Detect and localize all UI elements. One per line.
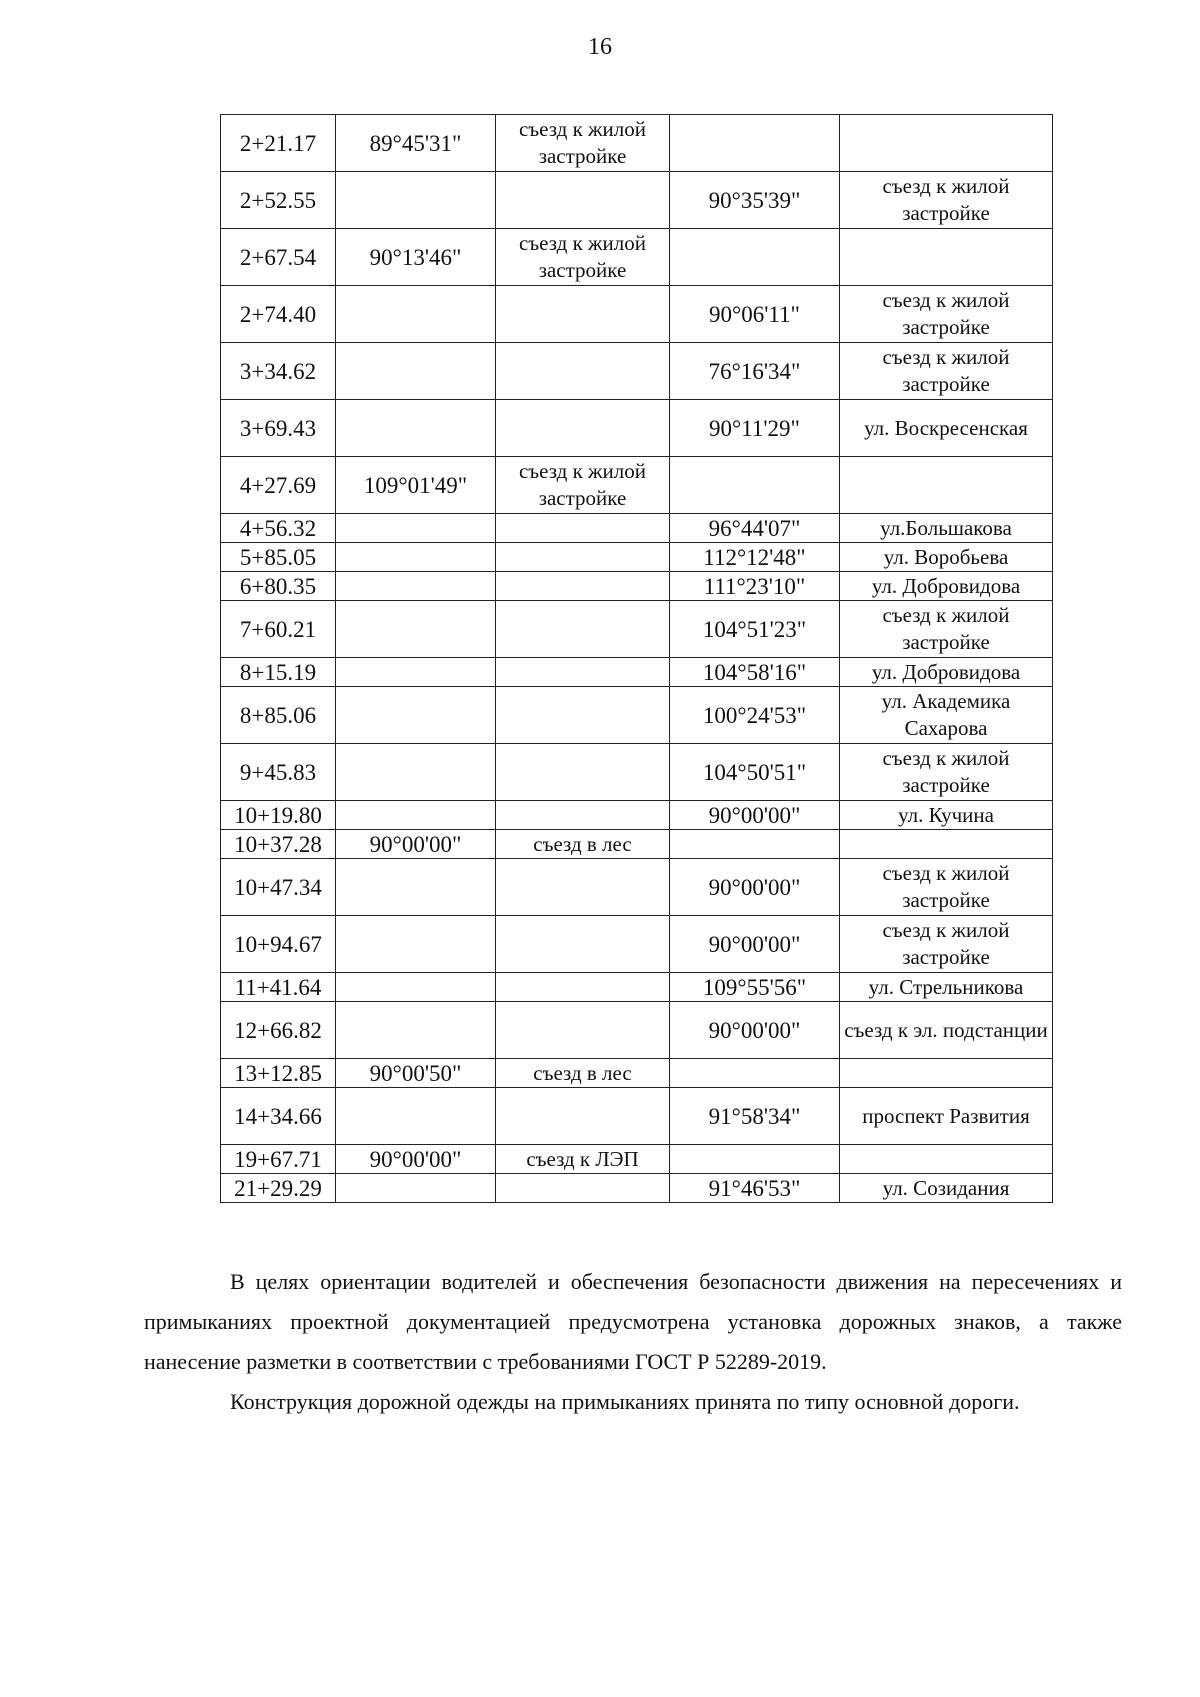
table-row bbox=[221, 115, 1053, 172]
left-angle-cell bbox=[336, 916, 496, 973]
junctions-table bbox=[220, 114, 1053, 1203]
table-row bbox=[221, 286, 1053, 343]
right-angle-cell: 90°06'11" bbox=[670, 286, 840, 343]
right-angle-cell bbox=[670, 115, 840, 172]
right-description-cell: ул.Большакова bbox=[840, 514, 1053, 543]
right-angle-cell: 112°12'48" bbox=[670, 543, 840, 572]
picket-cell: 8+15.19 bbox=[221, 658, 336, 687]
picket-cell: 4+27.69 bbox=[221, 457, 336, 514]
table-row bbox=[221, 172, 1053, 229]
left-angle-cell: 90°00'50" bbox=[336, 1059, 496, 1088]
picket-cell: 2+52.55 bbox=[221, 172, 336, 229]
right-angle-cell: 104°51'23" bbox=[670, 601, 840, 658]
picket-cell: 10+47.34 bbox=[221, 859, 336, 916]
left-angle-cell: 90°00'00" bbox=[336, 830, 496, 859]
right-description-cell: ул. Добровидова bbox=[840, 658, 1053, 687]
left-description-cell: съезд к жилой застройке bbox=[496, 229, 670, 286]
left-angle-cell bbox=[336, 543, 496, 572]
right-angle-cell: 104°50'51" bbox=[670, 744, 840, 801]
left-angle-cell bbox=[336, 801, 496, 830]
picket-cell: 19+67.71 bbox=[221, 1145, 336, 1174]
right-angle-cell: 100°24'53" bbox=[670, 687, 840, 744]
left-description-cell bbox=[496, 973, 670, 1002]
left-description-cell bbox=[496, 572, 670, 601]
table-row bbox=[221, 859, 1053, 916]
right-angle-cell: 90°00'00" bbox=[670, 801, 840, 830]
page-number: 16 bbox=[588, 34, 612, 60]
picket-cell: 2+21.17 bbox=[221, 115, 336, 172]
picket-cell: 13+12.85 bbox=[221, 1059, 336, 1088]
right-description-cell bbox=[840, 1145, 1053, 1174]
left-description-cell: съезд к жилой застройке bbox=[496, 457, 670, 514]
picket-cell: 11+41.64 bbox=[221, 973, 336, 1002]
left-description-cell bbox=[496, 687, 670, 744]
table-row bbox=[221, 687, 1053, 744]
right-angle-cell: 90°35'39" bbox=[670, 172, 840, 229]
left-description-cell bbox=[496, 801, 670, 830]
junctions-table-body bbox=[221, 115, 1053, 1203]
left-angle-cell bbox=[336, 514, 496, 543]
right-description-cell: ул. Стрельникова bbox=[840, 973, 1053, 1002]
right-description-cell: съезд к жилой застройке bbox=[840, 744, 1053, 801]
left-description-cell bbox=[496, 343, 670, 400]
left-description-cell: съезд в лес bbox=[496, 1059, 670, 1088]
left-description-cell bbox=[496, 859, 670, 916]
left-angle-cell bbox=[336, 400, 496, 457]
right-angle-cell: 90°00'00" bbox=[670, 859, 840, 916]
right-description-cell: съезд к жилой застройке bbox=[840, 286, 1053, 343]
table-row bbox=[221, 801, 1053, 830]
right-description-cell: ул. Добровидова bbox=[840, 572, 1053, 601]
right-description-cell bbox=[840, 830, 1053, 859]
table-row bbox=[221, 343, 1053, 400]
table-row bbox=[221, 543, 1053, 572]
right-description-cell bbox=[840, 457, 1053, 514]
right-angle-cell bbox=[670, 1145, 840, 1174]
right-description-cell: проспект Развития bbox=[840, 1088, 1053, 1145]
paragraph-pavement: Конструкция дорожной одежды на примыканиях принята по типу основной дороги. bbox=[230, 1389, 1020, 1414]
table-row bbox=[221, 229, 1053, 286]
picket-cell: 10+19.80 bbox=[221, 801, 336, 830]
picket-cell: 9+45.83 bbox=[221, 744, 336, 801]
picket-cell: 2+74.40 bbox=[221, 286, 336, 343]
left-description-cell bbox=[496, 1088, 670, 1145]
left-description-cell bbox=[496, 514, 670, 543]
right-angle-cell bbox=[670, 830, 840, 859]
left-description-cell bbox=[496, 543, 670, 572]
left-angle-cell bbox=[336, 687, 496, 744]
table-row bbox=[221, 1174, 1053, 1203]
right-angle-cell: 90°00'00" bbox=[670, 1002, 840, 1059]
right-angle-cell: 90°11'29" bbox=[670, 400, 840, 457]
picket-cell: 10+37.28 bbox=[221, 830, 336, 859]
right-angle-cell bbox=[670, 457, 840, 514]
picket-cell: 5+85.05 bbox=[221, 543, 336, 572]
picket-cell: 7+60.21 bbox=[221, 601, 336, 658]
left-angle-cell bbox=[336, 172, 496, 229]
right-angle-cell: 91°46'53" bbox=[670, 1174, 840, 1203]
left-description-cell bbox=[496, 400, 670, 457]
right-angle-cell: 111°23'10" bbox=[670, 572, 840, 601]
picket-cell: 4+56.32 bbox=[221, 514, 336, 543]
table-row bbox=[221, 744, 1053, 801]
table-row bbox=[221, 514, 1053, 543]
picket-cell: 21+29.29 bbox=[221, 1174, 336, 1203]
right-description-cell: ул. Созидания bbox=[840, 1174, 1053, 1203]
left-angle-cell bbox=[336, 1088, 496, 1145]
left-angle-cell bbox=[336, 658, 496, 687]
left-description-cell bbox=[496, 601, 670, 658]
table-row bbox=[221, 457, 1053, 514]
table-row bbox=[221, 572, 1053, 601]
table-row bbox=[221, 1002, 1053, 1059]
left-description-cell: съезд к ЛЭП bbox=[496, 1145, 670, 1174]
right-angle-cell: 76°16'34" bbox=[670, 343, 840, 400]
left-angle-cell: 109°01'49" bbox=[336, 457, 496, 514]
right-angle-cell: 104°58'16" bbox=[670, 658, 840, 687]
picket-cell: 6+80.35 bbox=[221, 572, 336, 601]
right-description-cell: съезд к жилой застройке bbox=[840, 172, 1053, 229]
left-angle-cell bbox=[336, 1002, 496, 1059]
picket-cell: 14+34.66 bbox=[221, 1088, 336, 1145]
right-description-cell bbox=[840, 229, 1053, 286]
left-description-cell bbox=[496, 658, 670, 687]
right-angle-cell: 109°55'56" bbox=[670, 973, 840, 1002]
left-angle-cell: 89°45'31" bbox=[336, 115, 496, 172]
right-description-cell: ул. Воскресенская bbox=[840, 400, 1053, 457]
left-description-cell bbox=[496, 1174, 670, 1203]
table-row bbox=[221, 973, 1053, 1002]
left-angle-cell bbox=[336, 859, 496, 916]
picket-cell: 2+67.54 bbox=[221, 229, 336, 286]
left-angle-cell bbox=[336, 286, 496, 343]
paragraph-road-signs: В целях ориентации водителей и обеспечения безопасности движения на пересечениях и примыканиях проектной документацией предусмотрена установка дорожных знаков, а также нанесение разметки в соответствии с требованиями ГОСТ Р 52289-2019. bbox=[144, 1269, 1122, 1374]
right-angle-cell: 96°44'07" bbox=[670, 514, 840, 543]
left-description-cell bbox=[496, 1002, 670, 1059]
table-row bbox=[221, 830, 1053, 859]
left-description-cell bbox=[496, 744, 670, 801]
left-description-cell bbox=[496, 916, 670, 973]
right-description-cell bbox=[840, 1059, 1053, 1088]
left-description-cell bbox=[496, 172, 670, 229]
left-description-cell: съезд в лес bbox=[496, 830, 670, 859]
right-description-cell: съезд к эл. подстанции bbox=[840, 1002, 1053, 1059]
right-description-cell bbox=[840, 115, 1053, 172]
table-row bbox=[221, 658, 1053, 687]
body-text bbox=[144, 1262, 1122, 1422]
table-row bbox=[221, 601, 1053, 658]
right-angle-cell: 91°58'34" bbox=[670, 1088, 840, 1145]
right-angle-cell bbox=[670, 1059, 840, 1088]
left-angle-cell: 90°13'46" bbox=[336, 229, 496, 286]
left-angle-cell bbox=[336, 343, 496, 400]
table-row bbox=[221, 400, 1053, 457]
left-angle-cell bbox=[336, 1174, 496, 1203]
right-angle-cell bbox=[670, 229, 840, 286]
picket-cell: 10+94.67 bbox=[221, 916, 336, 973]
left-description-cell bbox=[496, 286, 670, 343]
right-description-cell: ул. Кучина bbox=[840, 801, 1053, 830]
left-angle-cell bbox=[336, 572, 496, 601]
picket-cell: 8+85.06 bbox=[221, 687, 336, 744]
right-description-cell: ул. Воробьева bbox=[840, 543, 1053, 572]
left-angle-cell bbox=[336, 744, 496, 801]
right-description-cell: съезд к жилой застройке bbox=[840, 859, 1053, 916]
right-description-cell: съезд к жилой застройке bbox=[840, 916, 1053, 973]
left-description-cell: съезд к жилой застройке bbox=[496, 115, 670, 172]
table-row bbox=[221, 1088, 1053, 1145]
table-row bbox=[221, 916, 1053, 973]
picket-cell: 12+66.82 bbox=[221, 1002, 336, 1059]
right-description-cell: ул. Академика Сахарова bbox=[840, 687, 1053, 744]
table-row bbox=[221, 1059, 1053, 1088]
table-row bbox=[221, 1145, 1053, 1174]
left-angle-cell bbox=[336, 973, 496, 1002]
right-angle-cell: 90°00'00" bbox=[670, 916, 840, 973]
right-description-cell: съезд к жилой застройке bbox=[840, 343, 1053, 400]
right-description-cell: съезд к жилой застройке bbox=[840, 601, 1053, 658]
picket-cell: 3+69.43 bbox=[221, 400, 336, 457]
picket-cell: 3+34.62 bbox=[221, 343, 336, 400]
left-angle-cell bbox=[336, 601, 496, 658]
left-angle-cell: 90°00'00" bbox=[336, 1145, 496, 1174]
